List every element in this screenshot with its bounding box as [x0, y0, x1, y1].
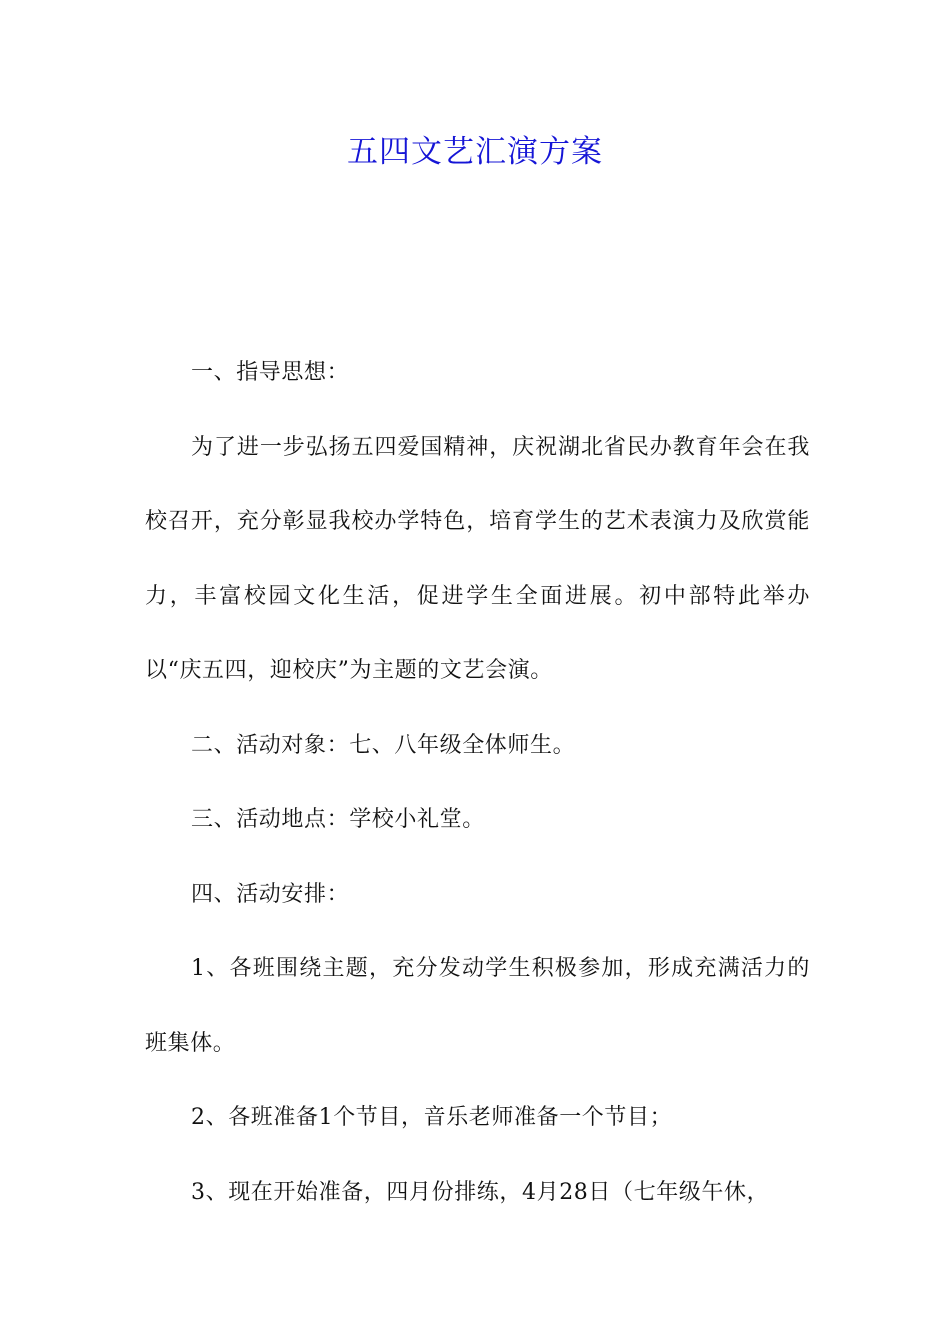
- list-item-2: 2、各班准备1个节目，音乐老师准备一个节目；: [191, 1105, 673, 1130]
- paragraph-purpose: 为了进一步弘扬五四爱国精神，庆祝湖北省民办教育年会在我校召开，充分彰显我校办学特色，培育学生的艺术表演力及欣赏能力，丰富校园文化生活，促进学生全面进展。初中部特此举办以“庆五四，迎校庆”为主题的文艺会演。: [145, 434, 810, 683]
- section-heading-arrangement: 四、活动安排：: [191, 881, 350, 907]
- list-item-1: 1、各班围绕主题，充分发动学生积极参加，形成充满活力的班集体。: [145, 956, 810, 1056]
- section-heading-guiding-thought: 一、指导思想：: [191, 360, 350, 385]
- document-title: 五四文艺汇演方案: [347, 134, 603, 170]
- document-body: [145, 336, 810, 1230]
- section-heading-venue: 三、活动地点：学校小礼堂。: [191, 807, 485, 832]
- list-item-3: 3、现在开始准备，四月份排练，4月28日（七年级午休，: [191, 1179, 770, 1205]
- section-heading-participants: 二、活动对象：七、八年级全体师生。: [191, 732, 576, 758]
